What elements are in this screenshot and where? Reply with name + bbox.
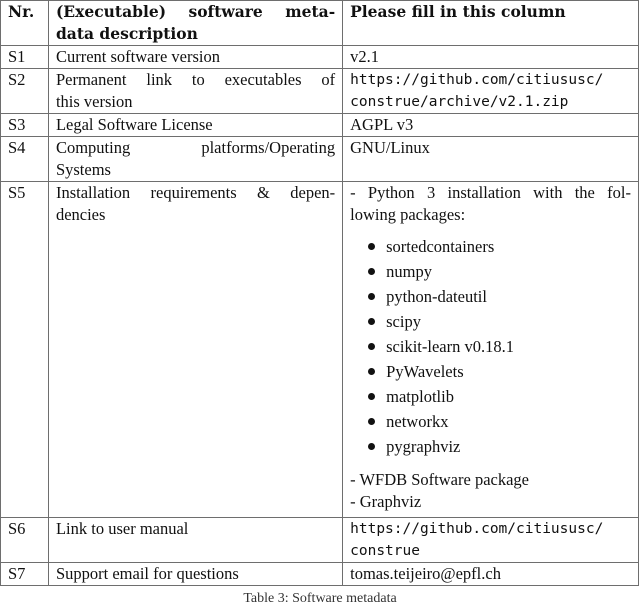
description-line2: dencies bbox=[55, 205, 106, 224]
python-intro-line2: lowing packages: bbox=[350, 205, 466, 224]
table-row-s7 bbox=[1, 563, 639, 586]
description-line1: Permanent link to executables of bbox=[55, 70, 336, 89]
header-value: Please fill in this column bbox=[343, 1, 639, 46]
table-row-s5 bbox=[1, 182, 639, 518]
description-line2: this version bbox=[55, 92, 133, 111]
cell-value: AGPL v3 bbox=[343, 114, 639, 137]
cell-nr: S6 bbox=[1, 518, 49, 563]
cell-description bbox=[48, 69, 342, 114]
manual-link-line2[interactable]: construe bbox=[350, 543, 420, 559]
cell-value[interactable]: tomas.teijeiro@epfl.ch bbox=[343, 563, 639, 586]
description-line1: Computing platforms/Operating bbox=[55, 138, 336, 157]
list-item: matplotlib bbox=[368, 384, 631, 409]
table-row-s4 bbox=[1, 137, 639, 182]
cell-description: Support email for questions bbox=[48, 563, 342, 586]
cell-nr: S2 bbox=[1, 69, 49, 114]
header-description bbox=[48, 1, 342, 46]
cell-nr: S3 bbox=[1, 114, 49, 137]
cell-description: Current software version bbox=[48, 46, 342, 69]
executables-link-line1[interactable]: https://github.com/citiususc/ bbox=[350, 72, 604, 88]
python-intro-line1: - Python 3 installation with the fol- bbox=[350, 183, 631, 202]
cell-value bbox=[343, 182, 639, 518]
table-row-s3 bbox=[1, 114, 639, 137]
cell-description bbox=[48, 182, 342, 518]
description-line1: Installation requirements & depen- bbox=[55, 183, 336, 202]
header-description-line2: data description bbox=[55, 24, 198, 43]
list-item: pygraphviz bbox=[368, 434, 631, 459]
table-row-s6 bbox=[1, 518, 639, 563]
cell-value bbox=[343, 69, 639, 114]
list-item: numpy bbox=[368, 259, 631, 284]
cell-description: Link to user manual bbox=[48, 518, 342, 563]
extra-dependency-wfdb: - WFDB Software package bbox=[350, 470, 529, 489]
list-item: scipy bbox=[368, 309, 631, 334]
list-item: python-dateutil bbox=[368, 284, 631, 309]
cell-value: v2.1 bbox=[343, 46, 639, 69]
table-row-s1 bbox=[1, 46, 639, 69]
executables-link-line2[interactable]: construe/archive/v2.1.zip bbox=[350, 94, 569, 110]
cell-nr: S1 bbox=[1, 46, 49, 69]
table-header-row bbox=[1, 1, 639, 46]
cell-nr: S5 bbox=[1, 182, 49, 518]
extra-dependency-graphviz: - Graphviz bbox=[350, 492, 422, 511]
description-line2: Systems bbox=[55, 160, 111, 179]
manual-link-line1[interactable]: https://github.com/citiususc/ bbox=[350, 521, 604, 537]
package-list bbox=[350, 234, 631, 459]
cell-nr: S4 bbox=[1, 137, 49, 182]
list-item: scikit-learn v0.18.1 bbox=[368, 334, 631, 359]
header-nr: Nr. bbox=[1, 1, 49, 46]
cell-value: GNU/Linux bbox=[343, 137, 639, 182]
header-description-line1: (Executable) software meta- bbox=[55, 2, 336, 21]
cell-description: Legal Software License bbox=[48, 114, 342, 137]
cell-description bbox=[48, 137, 342, 182]
list-item: sortedcontainers bbox=[368, 234, 631, 259]
list-item: PyWavelets bbox=[368, 359, 631, 384]
list-item: networkx bbox=[368, 409, 631, 434]
cell-value bbox=[343, 518, 639, 563]
cell-nr: S7 bbox=[1, 563, 49, 586]
table-row-s2 bbox=[1, 69, 639, 114]
table-caption: Table 3: Software metadata bbox=[243, 591, 397, 606]
